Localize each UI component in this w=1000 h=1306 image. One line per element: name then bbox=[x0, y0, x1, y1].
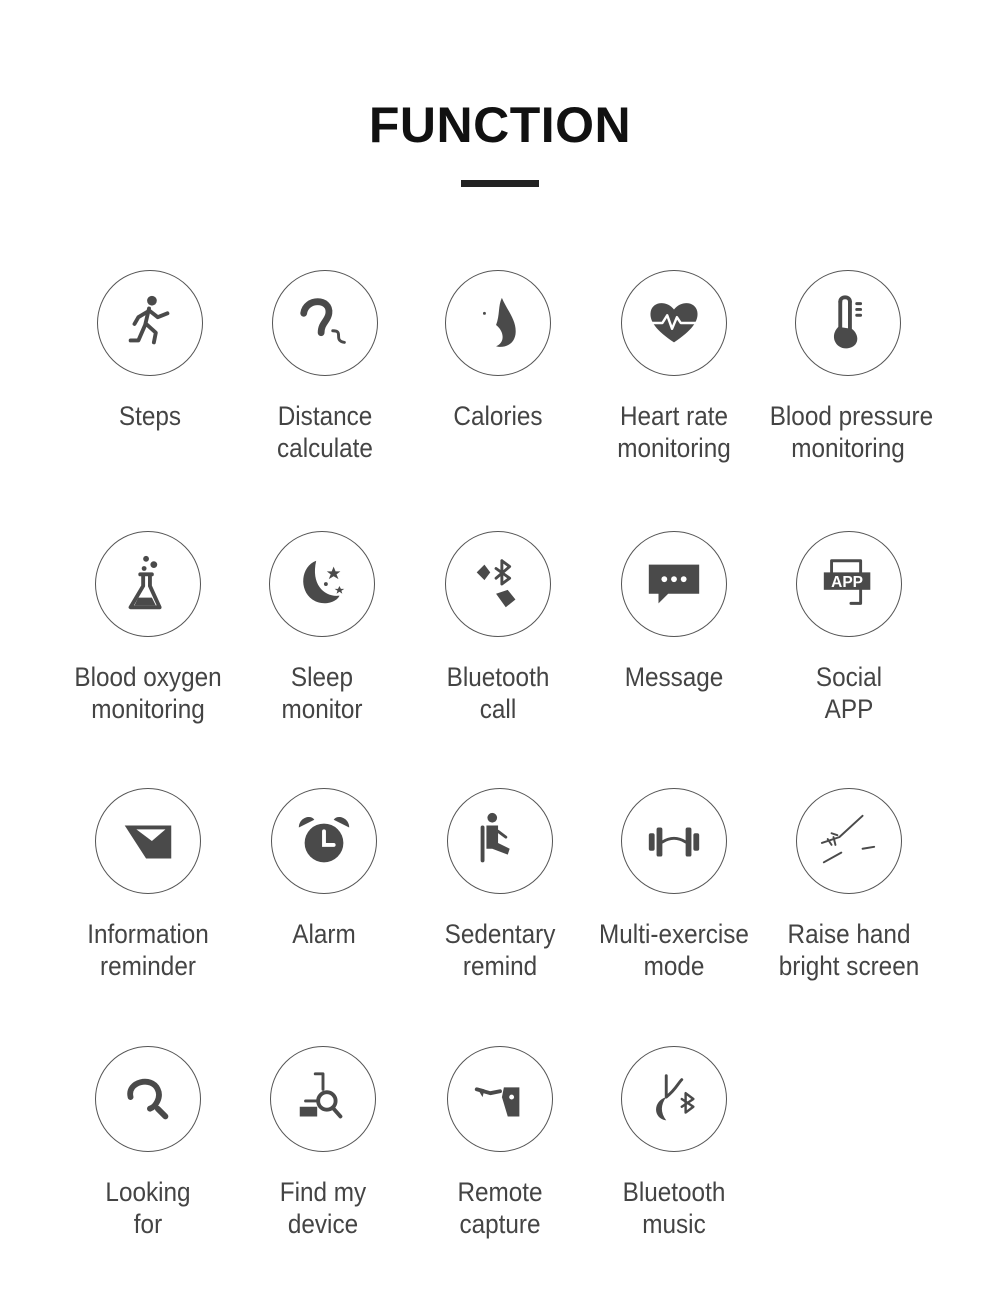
function-label-line2: monitoring bbox=[91, 694, 205, 724]
title-underline bbox=[461, 180, 539, 187]
function-label-line2: mode bbox=[643, 951, 705, 981]
function-label-line1: Raise hand bbox=[787, 919, 911, 949]
bluetooth-phone-icon bbox=[445, 531, 551, 637]
seated-person-icon bbox=[447, 788, 553, 894]
function-label-line1: Multi-exercise bbox=[599, 919, 749, 949]
function-label-line2: capture bbox=[459, 1209, 541, 1239]
heart-pulse-icon bbox=[621, 270, 727, 376]
function-label-line2: reminder bbox=[100, 951, 196, 981]
function-label-line1: Heart rate bbox=[619, 401, 729, 431]
function-label-line1: Distance bbox=[277, 401, 373, 431]
camera-shutter-icon bbox=[447, 1046, 553, 1152]
function-label-line1: Information bbox=[87, 919, 209, 949]
raise-wrist-icon bbox=[796, 788, 902, 894]
function-item-bluetooth-call bbox=[411, 531, 585, 725]
function-label-line1: Sleep bbox=[290, 662, 354, 692]
function-label-line1: Message bbox=[624, 662, 724, 692]
function-label-line1: Calories bbox=[453, 401, 543, 431]
app-icon bbox=[796, 531, 902, 637]
dumbbell-icon bbox=[621, 788, 727, 894]
function-label-line2: monitoring bbox=[617, 433, 731, 463]
function-item-social-app bbox=[762, 531, 936, 725]
function-label-line1: Blood oxygen bbox=[74, 662, 222, 692]
function-label-line2: device bbox=[287, 1209, 359, 1239]
find-device-icon bbox=[270, 1046, 376, 1152]
function-item-looking-for bbox=[61, 1046, 235, 1240]
function-item-steps bbox=[63, 270, 237, 432]
function-label-line2: music bbox=[642, 1209, 706, 1239]
function-item-sleep bbox=[235, 531, 409, 725]
alarm-clock-icon bbox=[271, 788, 377, 894]
thermometer-icon bbox=[795, 270, 901, 376]
function-item-raise-hand bbox=[762, 788, 936, 982]
app-icon-text: APP bbox=[831, 573, 863, 591]
function-item-blood-pressure bbox=[761, 270, 935, 464]
function-label-line2: calculate bbox=[277, 433, 373, 463]
function-label-line2: call bbox=[479, 694, 517, 724]
function-label-line2: bright screen bbox=[778, 951, 920, 981]
function-label-line1: Steps bbox=[118, 401, 182, 431]
page-title: FUNCTION bbox=[368, 97, 632, 153]
function-item-calories bbox=[411, 270, 585, 432]
function-label-line1: Find my bbox=[279, 1177, 367, 1207]
function-item-bluetooth-music bbox=[587, 1046, 761, 1240]
search-icon bbox=[95, 1046, 201, 1152]
flame-icon bbox=[445, 270, 551, 376]
function-label-line1: Alarm bbox=[292, 919, 356, 949]
function-label-line1: Bluetooth bbox=[622, 1177, 726, 1207]
distance-route-icon bbox=[272, 270, 378, 376]
function-label-line1: Remote bbox=[457, 1177, 543, 1207]
moon-stars-icon bbox=[269, 531, 375, 637]
function-item-heart-rate bbox=[587, 270, 761, 464]
function-label-line2: monitoring bbox=[791, 433, 905, 463]
function-item-find-device bbox=[236, 1046, 410, 1240]
function-item-sedentary bbox=[413, 788, 587, 982]
function-item-remote-capture bbox=[413, 1046, 587, 1240]
function-label-line2: APP bbox=[824, 694, 874, 724]
function-label-line2: for bbox=[133, 1209, 163, 1239]
function-item-multi-exercise bbox=[587, 788, 761, 982]
function-label-line1: Sedentary bbox=[444, 919, 556, 949]
function-item-distance bbox=[238, 270, 412, 464]
envelope-icon bbox=[95, 788, 201, 894]
function-item-alarm bbox=[237, 788, 411, 950]
music-note-icon bbox=[621, 1046, 727, 1152]
function-label-line2: monitor bbox=[281, 694, 363, 724]
function-label-line2: remind bbox=[462, 951, 538, 981]
function-label-line1: Bluetooth bbox=[446, 662, 550, 692]
message-bubble-icon bbox=[621, 531, 727, 637]
running-person-icon bbox=[97, 270, 203, 376]
function-label-line1: Social bbox=[815, 662, 883, 692]
function-label-line1: Looking bbox=[105, 1177, 191, 1207]
function-item-information bbox=[61, 788, 235, 982]
function-item-blood-oxygen bbox=[61, 531, 235, 725]
function-item-message bbox=[587, 531, 761, 693]
flask-icon bbox=[95, 531, 201, 637]
function-label-line1: Blood pressure bbox=[769, 401, 934, 431]
